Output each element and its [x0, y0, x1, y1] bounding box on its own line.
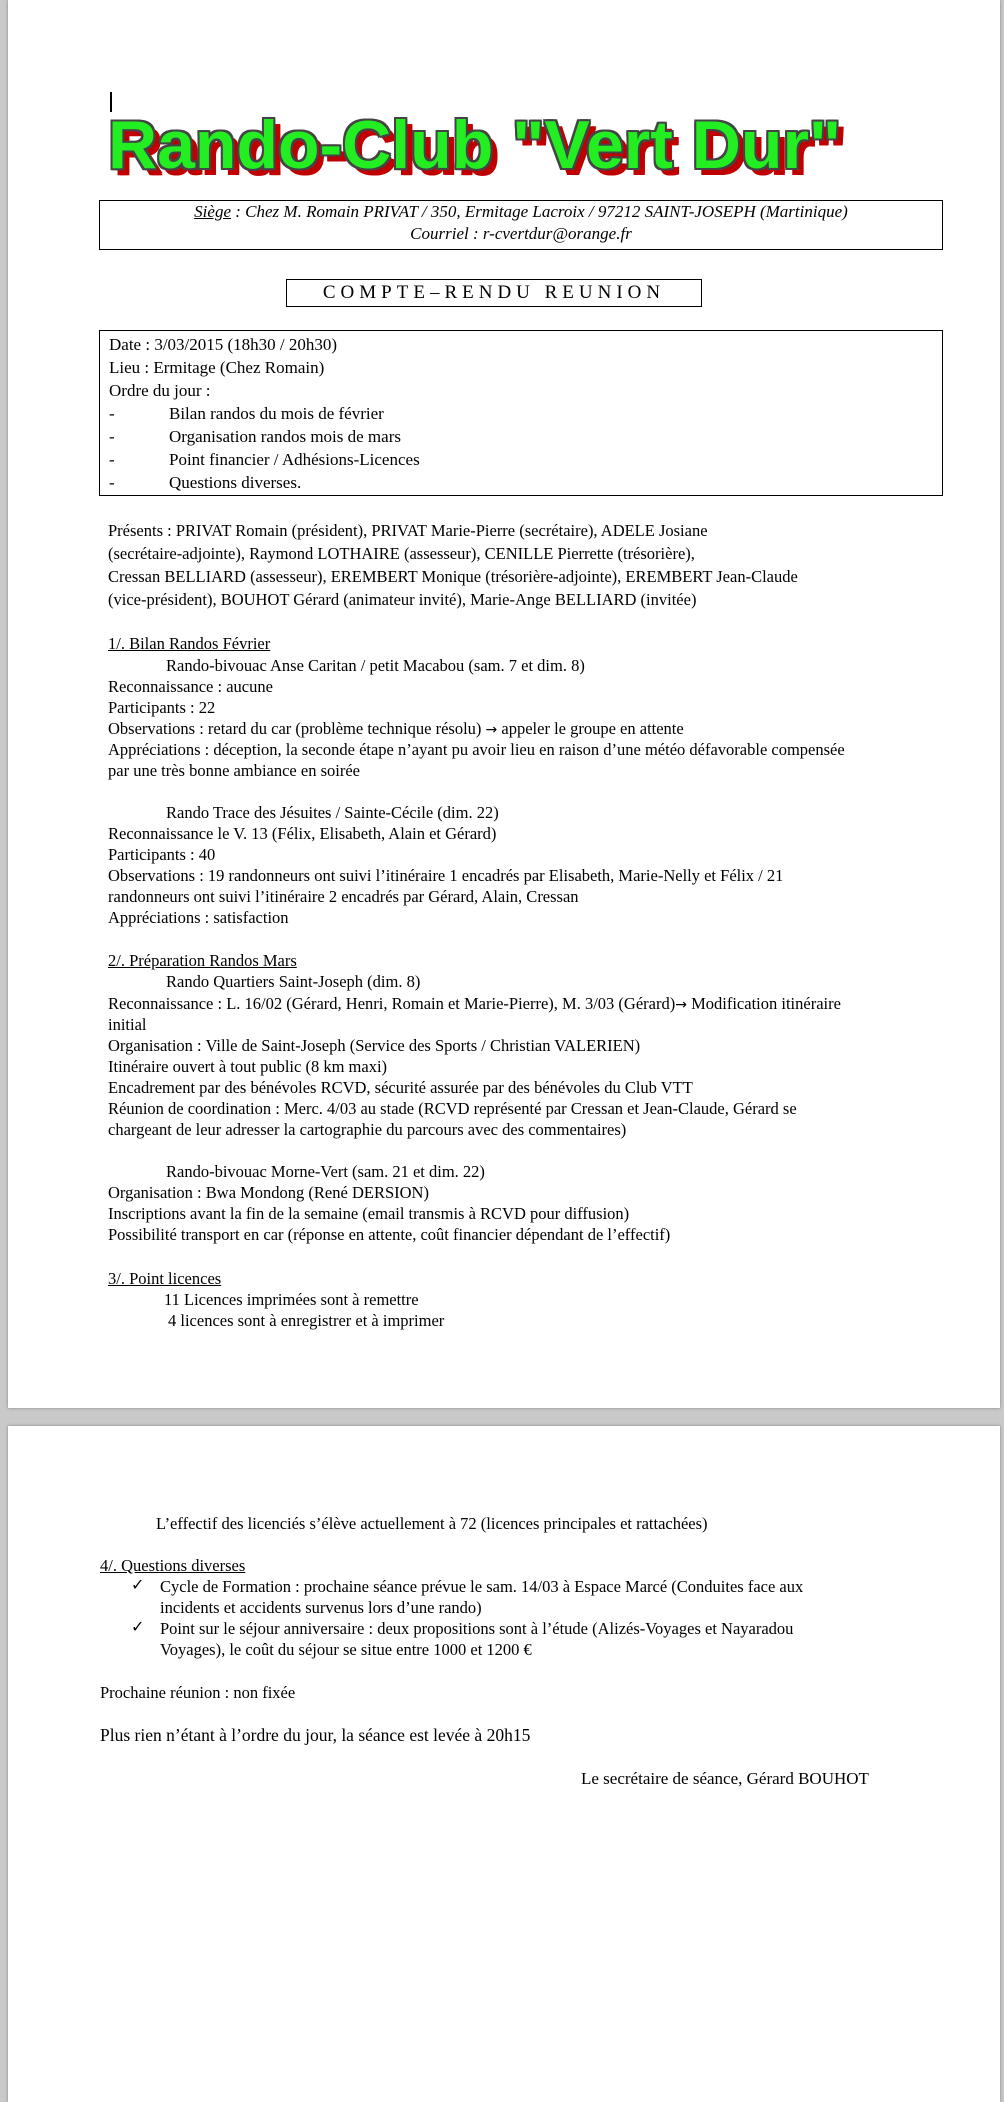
courriel: Courriel : r-cvertdur@orange.fr — [410, 224, 632, 243]
inscriptions: Inscriptions avant la fin de la semaine (email transmis à RCVD pour diffusion) — [108, 1204, 630, 1223]
observations-text: Observations : retard du car (problème technique résolu) — [108, 719, 486, 738]
question-item: Point sur le séjour anniversaire : deux propositions sont à l’étude (Alizés-Voyages et Nayaradou — [160, 1619, 794, 1638]
presents-line: (vice-président), BOUHOT Gérard (animateur invité), Marie-Ange BELLIARD (invitée) — [108, 590, 697, 609]
rando-title: Rando Quartiers Saint-Joseph (dim. 8) — [166, 972, 421, 991]
reconnaissance: initial — [108, 1015, 147, 1034]
siege-box — [99, 200, 943, 250]
appreciations: Appréciations : satisfaction — [108, 908, 289, 927]
participants: Participants : 40 — [108, 845, 216, 864]
reconnaissance: Reconnaissance le V. 13 (Félix, Elisabeth, Alain et Gérard) — [108, 824, 497, 843]
question-item: Cycle de Formation : prochaine séance prévue le sam. 14/03 à Espace Marcé (Conduites face aux — [160, 1577, 804, 1596]
presents-line: Présents : PRIVAT Romain (président), PRIVAT Marie-Pierre (secrétaire), ADELE Josiane — [108, 521, 708, 540]
section-heading: 2/. Préparation Randos Mars — [108, 951, 297, 970]
agenda-date: Date : 3/03/2015 (18h30 / 20h30) — [109, 335, 338, 354]
signature: Le secrétaire de séance, Gérard BOUHOT — [581, 1769, 869, 1788]
agenda-dash: - — [109, 404, 115, 423]
observations: Observations : 19 randonneurs ont suivi l’itinéraire 1 encadrés par Elisabeth, Marie-Nelly et Félix / 21 — [108, 866, 784, 885]
appreciations: Appréciations : déception, la seconde étape n’ayant pu avoir lieu en raison d’une météo défavorable compensée — [108, 740, 845, 759]
reconnaissance-text: Modification itinéraire — [686, 994, 841, 1013]
presents-line: (secrétaire-adjointe), Raymond LOTHAIRE (assesseur), CENILLE Pierrette (trésorière), — [108, 544, 695, 563]
document-page-2 — [8, 1426, 1000, 2102]
reunion-coordination: Réunion de coordination : Merc. 4/03 au stade (RCVD représenté par Cressan et Jean-Claude, Gérard se — [108, 1099, 797, 1118]
document-title: COMPTE–RENDU REUNION — [286, 279, 702, 307]
check-icon: ✓ — [131, 1575, 145, 1594]
section-heading: 3/. Point licences — [108, 1269, 222, 1288]
agenda-dash: - — [109, 450, 115, 469]
check-icon: ✓ — [131, 1617, 145, 1636]
organisation: Organisation : Bwa Mondong (René DERSION) — [108, 1183, 429, 1202]
effectif: L’effectif des licenciés s’élève actuellement à 72 (licences principales et rattachées) — [156, 1514, 708, 1533]
agenda-item: Point financier / Adhésions-Licences — [169, 450, 420, 469]
rando-title: Rando Trace des Jésuites / Sainte-Cécile (dim. 22) — [166, 803, 499, 822]
licences-line: 11 Licences imprimées sont à remettre — [164, 1290, 419, 1309]
organisation: Organisation : Ville de Saint-Joseph (Service des Sports / Christian VALERIEN) — [108, 1036, 641, 1055]
reconnaissance-text: Reconnaissance : L. 16/02 (Gérard, Henri, Romain et Marie-Pierre), M. 3/03 (Gérard) — [108, 994, 676, 1013]
club-title: Rando-Club "Vert Dur" — [108, 107, 842, 183]
rando-title: Rando-bivouac Anse Caritan / petit Macabou (sam. 7 et dim. 8) — [166, 656, 585, 675]
observations: randonneurs ont suivi l’itinéraire 2 encadrés par Gérard, Alain, Cressan — [108, 887, 579, 906]
itineraire: Itinéraire ouvert à tout public (8 km maxi) — [108, 1057, 388, 1076]
question-item: incidents et accidents survenus lors d’une rando) — [160, 1598, 482, 1617]
siege-address: : Chez M. Romain PRIVAT / 350, Ermitage Lacroix / 97212 SAINT-JOSEPH (Martinique) — [231, 202, 848, 221]
agenda-lieu: Lieu : Ermitage (Chez Romain) — [109, 358, 325, 377]
agenda-item: Questions diverses. — [169, 473, 302, 492]
rando-title: Rando-bivouac Morne-Vert (sam. 21 et dim. 22) — [166, 1162, 485, 1181]
presents-line: Cressan BELLIARD (assesseur), EREMBERT Monique (trésorière-adjointe), EREMBERT Jean-Claude — [108, 567, 798, 586]
licences-line: 4 licences sont à enregistrer et à imprimer — [168, 1311, 445, 1330]
agenda-item: Bilan randos du mois de février — [169, 404, 384, 423]
seance-levee: Plus rien n’étant à l’ordre du jour, la séance est levée à 20h15 — [100, 1725, 531, 1745]
observations — [108, 718, 684, 741]
observations-text: appeler le groupe en attente — [497, 719, 684, 738]
agenda-dash: - — [109, 427, 115, 446]
section-heading: 4/. Questions diverses — [100, 1556, 246, 1575]
agenda-box — [99, 330, 943, 496]
prochaine-reunion: Prochaine réunion : non fixée — [100, 1683, 296, 1702]
arrow-right-icon: → — [675, 997, 687, 1013]
section-heading: 1/. Bilan Randos Février — [108, 634, 271, 653]
participants: Participants : 22 — [108, 698, 216, 717]
question-item: Voyages), le coût du séjour se situe entre 1000 et 1200 € — [160, 1640, 532, 1659]
document-page-1 — [8, 0, 1000, 1408]
agenda-item: Organisation randos mois de mars — [169, 427, 401, 446]
reconnaissance: Reconnaissance : aucune — [108, 677, 273, 696]
reconnaissance — [108, 993, 841, 1016]
reunion-coordination: chargeant de leur adresser la cartographie du parcours avec des commentaires) — [108, 1120, 627, 1139]
agenda-ordre: Ordre du jour : — [109, 381, 211, 400]
siege-label: Siège — [194, 202, 231, 221]
arrow-right-icon: → — [485, 722, 498, 738]
appreciations: par une très bonne ambiance en soirée — [108, 761, 360, 780]
agenda-dash: - — [109, 473, 115, 492]
encadrement: Encadrement par des bénévoles RCVD, sécurité assurée par des bénévoles du Club VTT — [108, 1078, 693, 1097]
transport: Possibilité transport en car (réponse en attente, coût financier dépendant de l’effectif) — [108, 1225, 671, 1244]
